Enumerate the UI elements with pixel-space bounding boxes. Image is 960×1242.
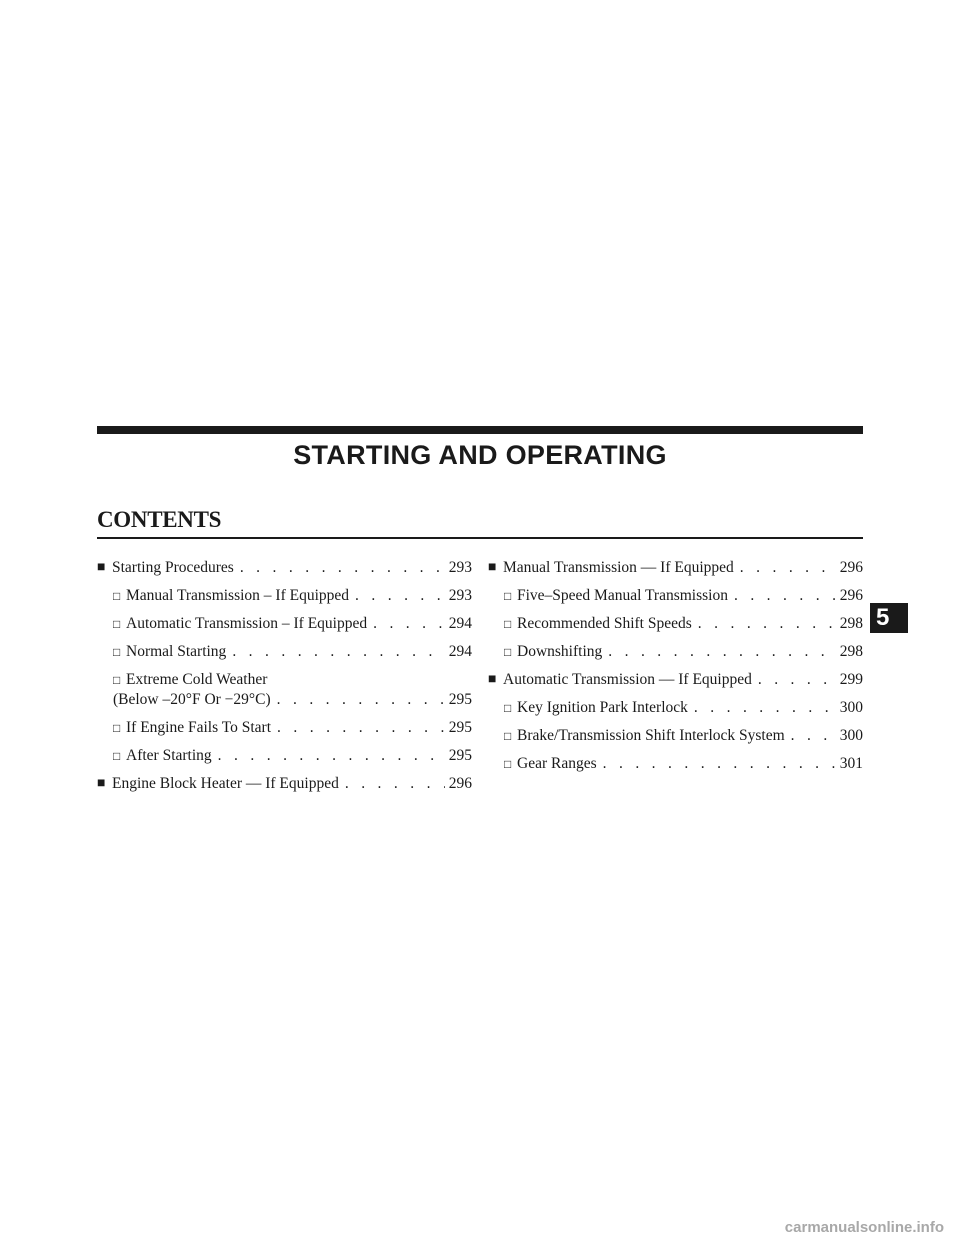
toc-entry-label: Downshifting: [517, 643, 603, 660]
dot-leader: [367, 614, 445, 634]
toc-entry-label: Automatic Transmission – If Equipped: [126, 615, 368, 632]
hollow-square-bullet-icon: □: [113, 645, 121, 659]
toc-entry-label: Engine Block Heater — If Equipped: [112, 775, 339, 792]
toc-subentry[interactable]: [488, 614, 863, 634]
filled-square-bullet-icon: ■: [97, 560, 106, 575]
filled-square-bullet-icon: ■: [488, 560, 497, 575]
dot-leader: [234, 558, 445, 578]
toc-subentry[interactable]: [97, 586, 472, 606]
filled-square-bullet-icon: ■: [488, 672, 497, 687]
toc-entry-page: 296: [839, 559, 863, 576]
toc-entry-page: 295: [448, 719, 472, 736]
dot-leader: [602, 642, 836, 662]
dot-leader: [734, 558, 836, 578]
toc-subentry[interactable]: [97, 670, 472, 710]
toc-entry-page: 301: [839, 755, 863, 772]
dot-leader: [271, 718, 445, 738]
toc-entry-page: 295: [448, 747, 472, 764]
toc-entry[interactable]: [97, 558, 472, 578]
hollow-square-bullet-icon: □: [504, 757, 512, 771]
toc-entry-label: If Engine Fails To Start: [126, 719, 272, 736]
hollow-square-bullet-icon: □: [504, 729, 512, 743]
toc-entry-page: 294: [448, 615, 472, 632]
toc-entry[interactable]: [488, 670, 863, 690]
toc-left-column: [97, 558, 472, 802]
hollow-square-bullet-icon: □: [504, 617, 512, 631]
hollow-square-bullet-icon: □: [113, 749, 121, 763]
toc-subentry[interactable]: [97, 614, 472, 634]
dot-leader: [692, 614, 836, 634]
toc-entry-label: [113, 670, 271, 710]
watermark: carmanualsonline.info: [784, 1219, 944, 1236]
dot-leader: [597, 754, 836, 774]
toc-entry-label: Automatic Transmission — If Equipped: [503, 671, 752, 688]
toc-subentry[interactable]: [97, 746, 472, 766]
hollow-square-bullet-icon: □: [113, 589, 121, 603]
toc-entry-page: 298: [839, 643, 863, 660]
hollow-square-bullet-icon: □: [504, 645, 512, 659]
toc-entry-page: 296: [839, 587, 863, 604]
toc-entry-page: 296: [448, 775, 472, 792]
toc-entry-label: Manual Transmission – If Equipped: [126, 587, 350, 604]
dot-leader: [212, 746, 445, 766]
toc-entry-label: Gear Ranges: [517, 755, 597, 772]
filled-square-bullet-icon: ■: [97, 776, 106, 791]
toc-entry-label: Key Ignition Park Interlock: [517, 699, 688, 716]
toc-subentry[interactable]: [488, 754, 863, 774]
toc-subentry[interactable]: [97, 642, 472, 662]
toc-entry-page: 293: [448, 559, 472, 576]
toc-entry-label: Normal Starting: [126, 643, 227, 660]
toc-subentry[interactable]: [488, 586, 863, 606]
toc-entry-label: Five–Speed Manual Transmission: [517, 587, 728, 604]
hollow-square-bullet-icon: □: [113, 673, 121, 687]
hollow-square-bullet-icon: □: [504, 589, 512, 603]
dot-leader: [688, 698, 836, 718]
hollow-square-bullet-icon: □: [504, 701, 512, 715]
toc-entry-page: 300: [839, 727, 863, 744]
toc-entry-page: 293: [448, 587, 472, 604]
toc-entry-label: Recommended Shift Speeds: [517, 615, 692, 632]
chapter-title: STARTING AND OPERATING: [293, 440, 667, 470]
toc-entry-label: After Starting: [126, 747, 212, 764]
toc-entry-page: 299: [839, 671, 863, 688]
toc-subentry[interactable]: [97, 718, 472, 738]
toc-right-column: [488, 558, 863, 782]
dot-leader: [339, 774, 445, 794]
toc-entry-label-line1: Extreme Cold Weather: [126, 671, 268, 688]
toc-entry[interactable]: [97, 774, 472, 794]
toc-entry-page: 300: [839, 699, 863, 716]
dot-leader: [785, 726, 836, 746]
dot-leader: [271, 690, 445, 710]
toc-entry-label: Manual Transmission — If Equipped: [503, 559, 734, 576]
dot-leader: [728, 586, 836, 606]
hollow-square-bullet-icon: □: [113, 721, 121, 735]
dot-leader: [226, 642, 444, 662]
toc-subentry[interactable]: [488, 642, 863, 662]
dot-leader: [349, 586, 445, 606]
toc-entry-label: Brake/Transmission Shift Interlock System: [517, 727, 785, 744]
hollow-square-bullet-icon: □: [113, 617, 121, 631]
toc-entry-page: 295: [448, 691, 472, 708]
toc-entry-label: Starting Procedures: [112, 559, 234, 576]
toc-entry-page: 298: [839, 615, 863, 632]
contents-rule: [97, 537, 863, 539]
toc-entry[interactable]: [488, 558, 863, 578]
toc-entry-page: 294: [448, 643, 472, 660]
dot-leader: [752, 670, 836, 690]
contents-heading: CONTENTS: [97, 507, 222, 532]
chapter-tab: 5: [870, 603, 908, 633]
toc-subentry[interactable]: [488, 726, 863, 746]
toc-entry-label-line2: (Below –20°F Or −29°C): [113, 691, 271, 708]
toc-subentry[interactable]: [488, 698, 863, 718]
chapter-top-rule: [97, 426, 863, 434]
